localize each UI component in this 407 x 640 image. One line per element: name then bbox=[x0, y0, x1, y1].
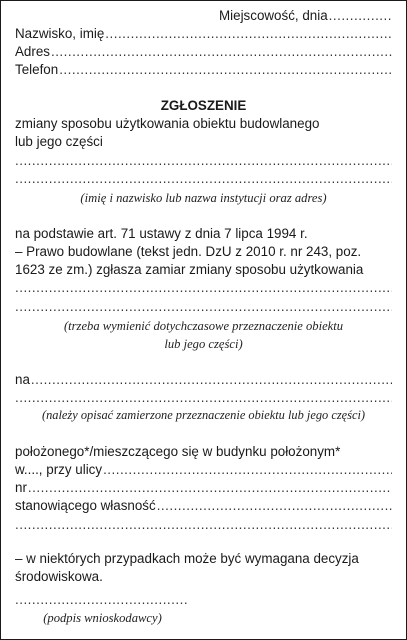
form-subtitle-line1: zmiany sposobu użytkowania obiektu budowlanego bbox=[15, 116, 320, 131]
place-date-label: Miejscowość, dnia bbox=[219, 8, 328, 23]
surname-name-field[interactable] bbox=[15, 26, 392, 42]
applicant-dots-2 bbox=[15, 171, 392, 187]
intended-use-note: (należy opisać zamierzone przeznaczenie obiektu lub jego części) bbox=[41, 408, 366, 422]
ownership-dots-2 bbox=[15, 517, 392, 533]
street-label: w...., przy ulicy bbox=[15, 462, 103, 477]
ownership-line-2[interactable] bbox=[15, 517, 392, 533]
signature-field[interactable] bbox=[15, 592, 188, 608]
location-line: położonego*/mieszczącego się w budynku położonym* bbox=[15, 444, 341, 459]
footnote-line1: – w niektórych przypadkach może być wymagana decyzja bbox=[15, 551, 359, 566]
phone-label: Telefon bbox=[15, 62, 59, 77]
legal-basis-line2: – Prawo budowlane (tekst jedn. DzU z 2010 r. nr 243, poz. bbox=[15, 244, 362, 259]
legal-basis-line3: 1623 ze zm.) zgłasza zamiar zmiany sposobu użytkowania bbox=[15, 262, 364, 277]
street-field[interactable] bbox=[15, 462, 392, 478]
intended-use-field[interactable] bbox=[15, 372, 392, 388]
form-title: ZGŁOSZENIE bbox=[160, 98, 247, 113]
intended-use-dots-2 bbox=[15, 390, 392, 406]
current-use-note-line1: (trzeba wymienić dotychczasowe przeznaczenie obiektu bbox=[63, 319, 344, 333]
address-label: Adres bbox=[15, 44, 50, 59]
signature-note: (podpis wnioskodawcy) bbox=[43, 611, 162, 625]
intended-use-dots-1 bbox=[31, 372, 392, 388]
phone-field[interactable] bbox=[15, 62, 392, 78]
ownership-field[interactable] bbox=[15, 498, 392, 514]
number-field[interactable] bbox=[15, 480, 392, 496]
current-use-note-line2: lub jego części) bbox=[164, 337, 243, 351]
surname-name-dots bbox=[105, 26, 392, 42]
ownership-dots bbox=[157, 498, 392, 514]
current-use-dots-1 bbox=[15, 280, 392, 296]
intended-use-line-2[interactable] bbox=[15, 390, 392, 406]
signature-dots bbox=[15, 592, 188, 608]
number-dots bbox=[28, 480, 392, 496]
intended-use-label: na bbox=[15, 372, 30, 387]
applicant-note: (imię i nazwisko lub nazwa instytucji oraz adres) bbox=[80, 191, 327, 205]
current-use-line-1[interactable] bbox=[15, 280, 392, 296]
surname-name-label: Nazwisko, imię bbox=[15, 26, 105, 41]
applicant-line-1[interactable] bbox=[15, 153, 392, 169]
place-date-field[interactable] bbox=[219, 8, 392, 24]
ownership-label: stanowiącego własność bbox=[15, 498, 156, 513]
place-date-dots bbox=[329, 8, 392, 24]
number-label: nr bbox=[15, 480, 27, 495]
current-use-line-2[interactable] bbox=[15, 299, 392, 315]
footnote-line2: środowiskowa. bbox=[15, 569, 103, 584]
current-use-dots-2 bbox=[15, 299, 392, 315]
phone-dots bbox=[59, 62, 392, 78]
applicant-line-2[interactable] bbox=[15, 171, 392, 187]
address-field[interactable] bbox=[15, 44, 392, 60]
address-dots bbox=[51, 44, 392, 60]
form-subtitle-line2: lub jego części bbox=[15, 134, 103, 149]
street-dots bbox=[103, 462, 392, 478]
applicant-dots-1 bbox=[15, 153, 392, 169]
legal-basis-line1: na podstawie art. 71 ustawy z dnia 7 lipca 1994 r. bbox=[15, 226, 308, 241]
